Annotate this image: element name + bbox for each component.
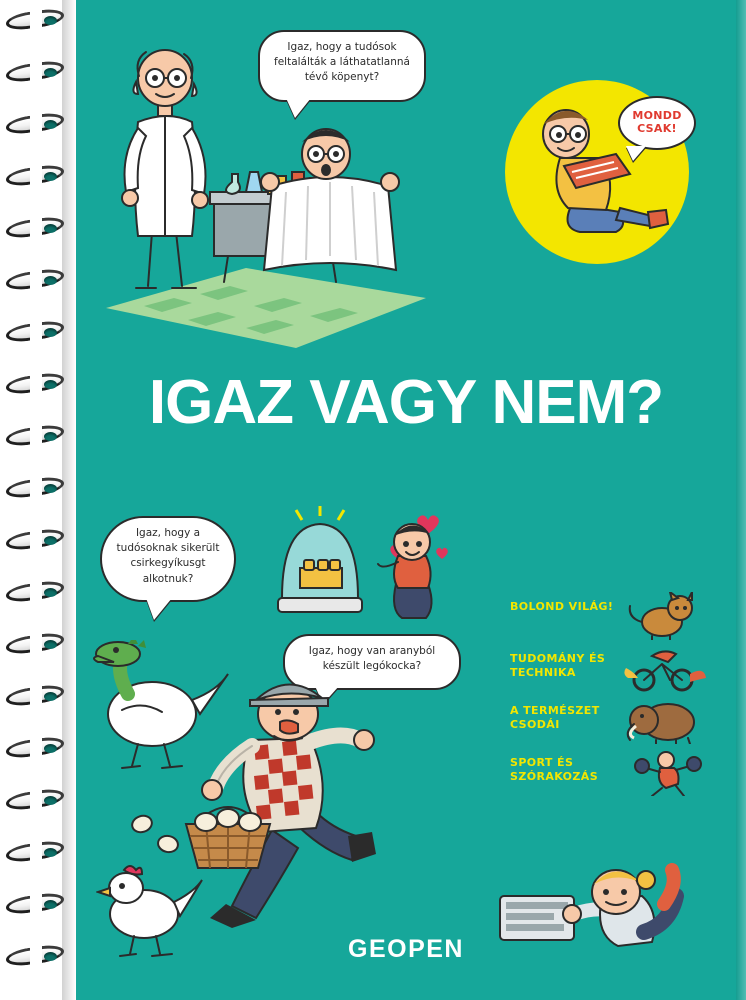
athlete-icon [622, 748, 706, 796]
spiral-wire-gap [30, 632, 42, 658]
spiral-coil [4, 8, 68, 34]
rocket-bike-icon [622, 644, 706, 692]
spiral-coil [4, 840, 68, 866]
girl-with-keyboard [494, 862, 690, 986]
spiral-coil [4, 892, 68, 918]
spiral-coil [4, 268, 68, 294]
egg-basket [176, 780, 280, 874]
spiral-wire-gap [30, 320, 42, 346]
spiral-wire-gap [30, 476, 42, 502]
bubble-tail [286, 98, 311, 118]
spiral-coil [4, 164, 68, 190]
spiral-coil [4, 112, 68, 138]
category-list [510, 596, 706, 804]
spiral-coil [4, 528, 68, 554]
spiral-wire-gap [30, 164, 42, 190]
spiral-coil [4, 320, 68, 346]
spiral-wire-gap [30, 580, 42, 606]
spiral-coil [4, 736, 68, 762]
spiral-hole [44, 744, 57, 753]
spiral-hole [44, 484, 57, 493]
category-row-0 [510, 596, 706, 648]
spiral-hole [44, 952, 57, 961]
spiral-wire-gap [30, 216, 42, 242]
spiral-hole [44, 16, 57, 25]
spiral-hole [44, 796, 57, 805]
bubble-chicken-text: Igaz, hogy a tudósoknak sikerült csirkegyíkusgt alkotnuk? [116, 527, 220, 585]
spiral-hole [44, 432, 57, 441]
spiral-hole [44, 120, 57, 129]
spiral-hole [44, 536, 57, 545]
cat-icon [622, 592, 706, 640]
assistant-with-cape [256, 120, 404, 300]
spiral-wire-gap [30, 788, 42, 814]
spiral-coil [4, 216, 68, 242]
category-label-bolond-vilag: BOLOND VILÁG! [510, 600, 614, 613]
spiral-coil [4, 60, 68, 86]
spiral-wire-gap [30, 840, 42, 866]
bubble-scientist-question [258, 30, 426, 102]
bubble-chicken-question [100, 516, 236, 602]
spiral-hole [44, 328, 57, 337]
boy-in-love-with-lego [372, 506, 458, 626]
spiral-hole [44, 588, 57, 597]
spiral-wire-gap [30, 8, 42, 34]
spiral-coil [4, 944, 68, 970]
spiral-wire-gap [30, 424, 42, 450]
spiral-hole [44, 640, 57, 649]
bubble-tail [146, 598, 172, 620]
category-label-a-termeszet-csodai: A TERMÉSZET CSODÁI [510, 704, 600, 731]
category-row-2 [510, 700, 706, 752]
category-row-3 [510, 752, 706, 804]
spiral-hole [44, 380, 57, 389]
category-label-tudomany-es-technika: TUDOMÁNY ÉS TECHNIKA [510, 652, 606, 679]
spiral-hole [44, 900, 57, 909]
spiral-hole [44, 68, 57, 77]
badge-tail [626, 146, 646, 161]
spiral-coil [4, 476, 68, 502]
spiral-hole [44, 224, 57, 233]
spiral-coil [4, 424, 68, 450]
spiral-wire-gap [30, 684, 42, 710]
spiral-coil [4, 684, 68, 710]
page-edge [736, 0, 746, 1000]
loose-eggs [126, 812, 190, 860]
category-row-1 [510, 648, 706, 700]
mammoth-icon [622, 696, 706, 744]
spiral-binding [0, 0, 76, 1000]
bubble-lego-text: Igaz, hogy van aranyból készült legókocka? [308, 645, 436, 673]
spiral-wire-gap [30, 112, 42, 138]
spiral-wire-gap [30, 892, 42, 918]
spiral-hole [44, 172, 57, 181]
spiral-wire-gap [30, 372, 42, 398]
spiral-wire-gap [30, 268, 42, 294]
spiral-coil [4, 632, 68, 658]
spiral-coil [4, 580, 68, 606]
category-label-sport-es-szorakozas: SPORT ÉS SZÓRAKOZÁS [510, 756, 599, 783]
golden-lego-under-dome [268, 506, 372, 622]
mondd-csak-badge [618, 96, 696, 150]
spiral-wire-gap [30, 736, 42, 762]
mondd-csak-text: MONDD CSAK! [632, 109, 682, 135]
spiral-wire-gap [30, 60, 42, 86]
page-title: IGAZ VAGY NEM? [148, 368, 664, 437]
spiral-wire-gap [30, 528, 42, 554]
publisher-name: GEOPEN [348, 935, 464, 963]
spiral-hole [44, 692, 57, 701]
spiral-coil [4, 788, 68, 814]
spiral-hole [44, 848, 57, 857]
spiral-hole [44, 276, 57, 285]
spiral-coil [4, 372, 68, 398]
spiral-wire-gap [30, 944, 42, 970]
bubble-scientist-text: Igaz, hogy a tudósok feltalálták a láthatatlanná tévő köpenyt? [274, 41, 410, 84]
